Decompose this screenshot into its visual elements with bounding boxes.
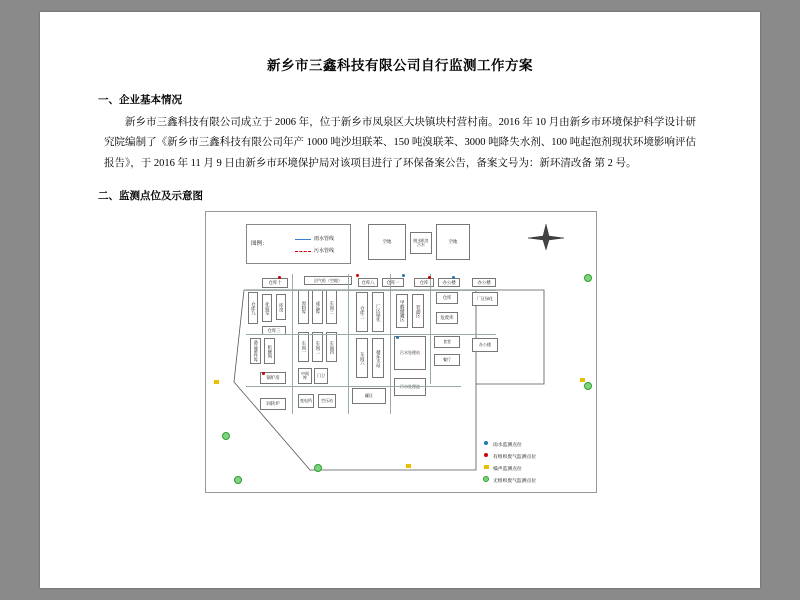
point-noise-1[interactable]: [214, 380, 219, 384]
document-page: [40, 12, 760, 588]
legend-item-sewage: [295, 247, 334, 254]
map-point-legend: [482, 438, 590, 486]
rainwater-line-icon: [295, 239, 311, 240]
map-block-substation: 变电所: [298, 394, 314, 408]
map-block-workshop-1: 车间一: [298, 332, 309, 362]
organized-gas-dot-icon: [482, 453, 490, 459]
map-block-restaurant: 餐厅: [434, 354, 460, 366]
map-block-empty-1: 空地: [368, 224, 406, 260]
map-block-wastewater-plant: 污水处理站: [394, 336, 426, 370]
point-unorganized-gas-2[interactable]: [584, 382, 592, 390]
unorganized-gas-circle-icon: [482, 476, 490, 484]
map-block-factory-greening: 厂区绿化: [472, 292, 498, 306]
point-noise-2[interactable]: [580, 378, 585, 382]
map-legend-box: [246, 224, 351, 264]
legend-point-unorganized-gas-label: 无组织废气监测点位: [493, 478, 537, 484]
map-block-warehouse-9: 仓库九: [248, 292, 258, 324]
map-road-h3: [246, 386, 461, 387]
point-unorganized-gas-1[interactable]: [584, 274, 592, 282]
site-monitoring-map: [205, 211, 595, 491]
map-block-office-2: 办公楼: [472, 278, 496, 287]
sewage-line-icon: [295, 251, 311, 252]
map-block-lab: 化验室: [262, 294, 272, 322]
map-block-workshop-3: 车间三: [326, 290, 337, 324]
map-block-canteen: 食堂: [434, 336, 460, 348]
rainwater-dot-icon: [482, 441, 490, 447]
map-block-raw-material-1: 原料库: [298, 290, 309, 324]
map-block-circulating-water: 循环水站: [372, 338, 384, 378]
map-block-workshop-4: 车间四: [326, 332, 337, 362]
legend-point-organized-gas: [482, 450, 590, 462]
map-block-spare-parts: 备品备件库: [250, 338, 261, 364]
map-block-air-compressor: 空压站: [318, 394, 336, 408]
point-noise-3[interactable]: [406, 464, 411, 468]
map-block-loading-area: 装卸区: [412, 294, 424, 328]
map-block-tank-area: 罐区: [352, 388, 386, 404]
section-heading-1: 一、企业基本情况: [98, 95, 182, 106]
map-block-sedimentation: 污水处理池: [394, 378, 426, 396]
map-block-warehouse-3: 仓库三: [262, 326, 286, 335]
map-road-h2: [246, 334, 496, 335]
legend-item-rainwater: [295, 235, 334, 242]
map-road-v3: [390, 274, 391, 414]
point-unorganized-gas-5[interactable]: [234, 476, 242, 484]
legend-point-noise: [482, 462, 590, 474]
map-block-biogas: 沼气柜（空地）: [304, 276, 352, 285]
map-block-workshop-6: 车间六: [356, 338, 368, 378]
map-block-repair-room: 机修间: [264, 338, 275, 364]
map-frame: [205, 211, 597, 493]
map-road-v2: [348, 274, 349, 414]
map-road-v4: [430, 274, 431, 384]
legend-point-rainwater-label: 雨水监测点位: [493, 442, 522, 448]
map-block-workshop-2: 车间二: [312, 332, 323, 362]
legend-item-sewage-label: 污水管线: [314, 249, 335, 255]
map-block-hazardous-waste: 危废库: [436, 312, 458, 324]
map-block-warehouse-1: 仓库一: [382, 278, 404, 287]
section-heading-2: 二、监测点位及示意图: [98, 191, 203, 203]
map-block-middle-store: 中间库: [298, 368, 312, 384]
map-block-warehouse-10: 仓库十: [262, 278, 288, 288]
compass-icon: [524, 222, 568, 252]
map-road-h1: [246, 290, 496, 291]
map-block-warehouse-2: 厂区绿化: [372, 292, 384, 332]
map-block-guard: 门卫: [314, 368, 328, 384]
map-block-product-1: 成品库: [312, 290, 323, 324]
map-road-v1: [292, 274, 293, 414]
legend-point-noise-label: 噪声监测点位: [493, 466, 522, 472]
map-block-warehouse-y: 仓库: [436, 292, 458, 304]
map-block-boiler: 锅炉房: [260, 372, 286, 384]
map-block-storage-7: 库房: [276, 294, 286, 320]
noise-square-icon: [482, 465, 490, 471]
map-block-methanol-tank: 甲醇储罐区: [396, 294, 408, 328]
legend-point-unorganized-gas: [482, 474, 590, 486]
legend-item-rainwater-label: 雨水管线: [314, 237, 335, 243]
legend-title: 图例：: [251, 241, 268, 248]
legend-point-organized-gas-label: 有组织废气监测点位: [493, 454, 537, 460]
map-block-office-1: 办公楼: [438, 278, 460, 287]
map-block-dewatering: 脱水机房污水: [410, 232, 432, 254]
map-block-office-3: 办公楼: [472, 338, 498, 352]
map-block-warehouse-x: 仓库: [414, 278, 434, 287]
map-block-empty-2: 空地: [436, 224, 470, 260]
map-block-rotary-kiln: 回转炉: [260, 398, 286, 410]
section-1-paragraph: 新乡市三鑫科技有限公司成立于 2006 年，位于新乡市凤泉区大块镇块村营村南。2016 年 10 月由新乡市环境保护科学设计研究院编制了《新乡市三鑫科技有限公司年产 1000 吨沙坦联苯、150 吨溴联苯、3000 吨降失水剂、100 吨起泡剂现状环境影响评估报告》，于 2016 年 11 月 9 日由新乡市环境保护局对该项目进行了环保备案公告，备案文号为：新环清改备 第 2 号。: [104, 117, 696, 169]
map-block-workshop-5: 仓库二: [356, 292, 368, 332]
page-title: 新乡市三鑫科技有限公司自行监测工作方案: [267, 58, 533, 73]
legend-point-rainwater: [482, 438, 590, 450]
map-block-warehouse-8: 仓库八: [358, 278, 378, 287]
